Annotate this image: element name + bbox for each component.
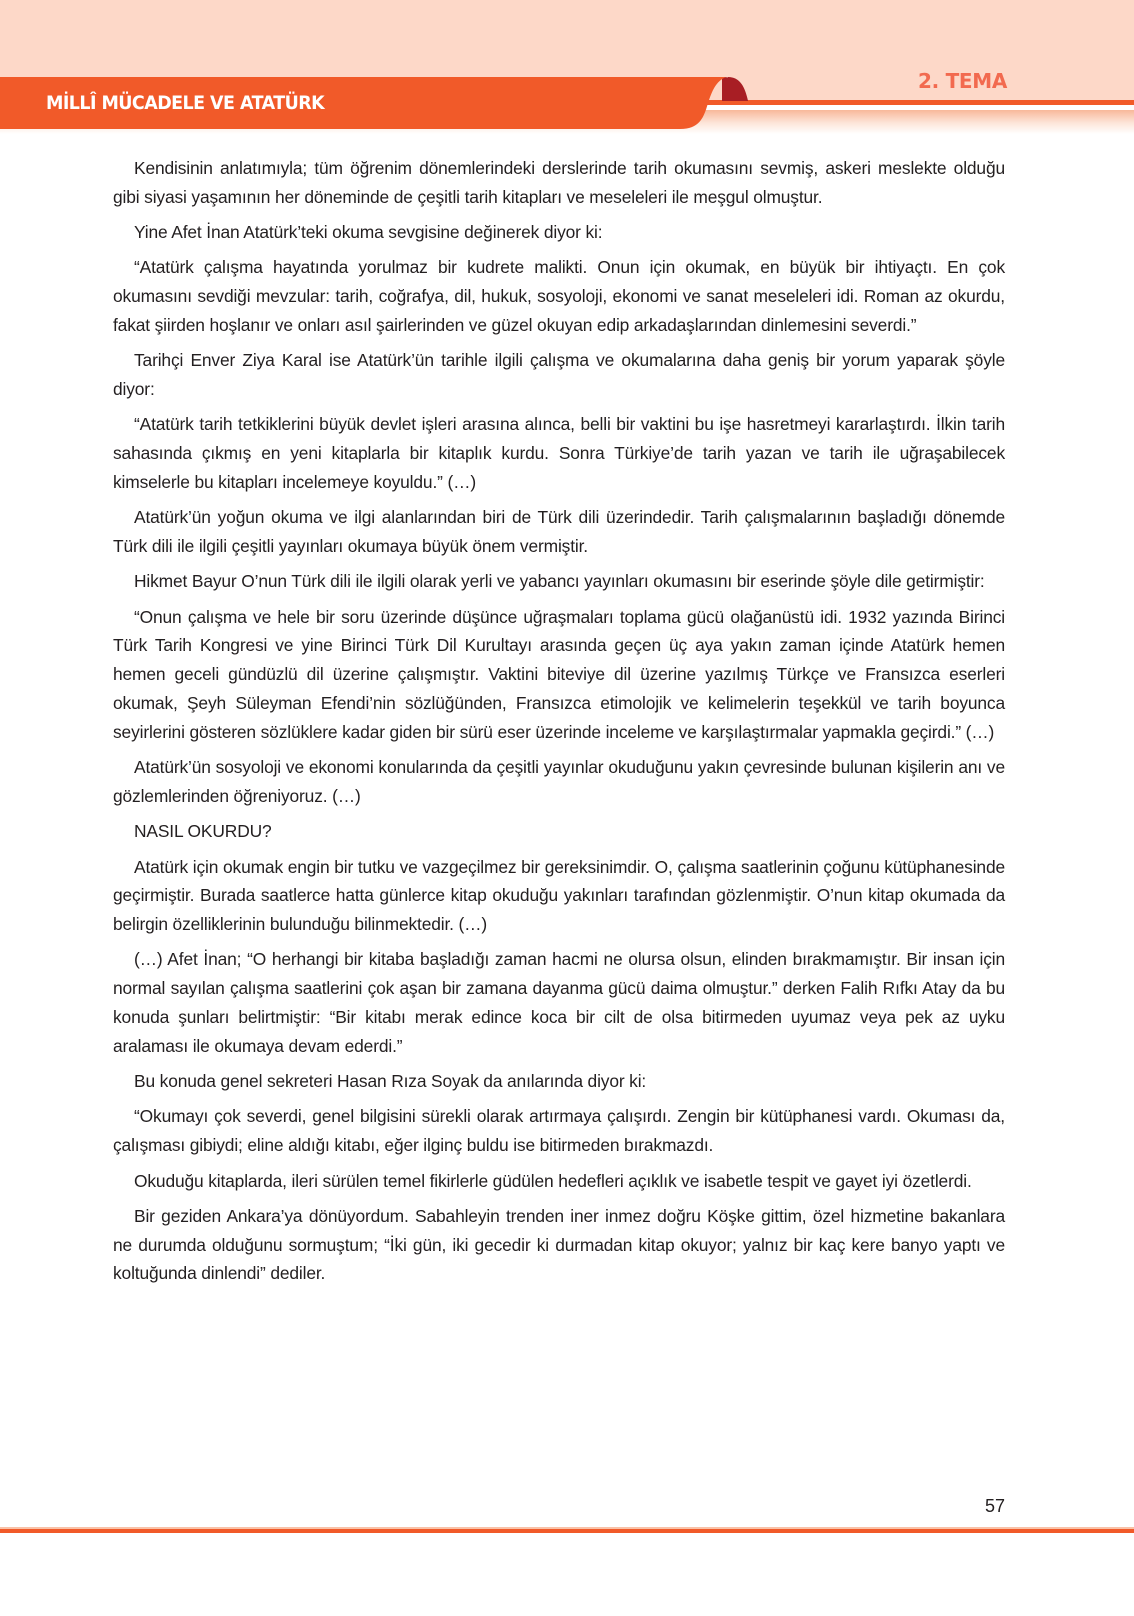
paragraph: Atatürk için okumak engin bir tutku ve vazgeçilmez bir gereksinimdir. O, çalışma saatlerinin çoğunu kütüphanesinde geçirmiştir. Burada saatlerce hatta günlerce kitap okuduğu yakınları tarafından gözlenmiştir. O’nun kitap okumada da belirgin özelliklerinin bulunduğu bilinmektedir. (…)	[113, 856, 1005, 935]
chapter-title: MİLLÎ MÜCADELE VE ATATÜRK	[46, 92, 325, 114]
quote-paragraph: “Okumayı çok severdi, genel bilgisini sürekli olarak artırmaya çalışırdı. Zengin bir kütüphanesi vardı. Okuması da, çalışması gibiydi; eline aldığı kitabı, eğer ilginç buldu ise bitirmeden bırakmazdı.	[113, 1106, 1005, 1156]
paragraph: Bu konuda genel sekreteri Hasan Rıza Soyak da anılarında diyor ki:	[134, 1071, 647, 1092]
paragraph: Yine Afet İnan Atatürk’teki okuma sevgisine değinerek diyor ki:	[134, 222, 603, 243]
paragraph: Atatürk’ün sosyoloji ve ekonomi konularında da çeşitli yayınlar okuduğunu yakın çevresinde bulunan kişilerin anı ve gözlemlerinden öğreniyoruz. (…)	[113, 757, 1005, 806]
quote-paragraph: Okuduğu kitaplarda, ileri sürülen temel fikirlerle güdülen hedefleri açıklık ve isabetle tespit ve gayet iyi özetlerdi.	[134, 1170, 972, 1191]
quote-paragraph: “Onun çalışma ve hele bir soru üzerinde düşünce uğraşmaları toplama gücü olağanüstü idi. 1932 yazında Birinci Türk Tarih Kongresi ve yine Birinci Türk Dil Kurultayı arasında geçen üç aya yakın zaman içinde Atatürk hemen hemen geceli gündüzlü dil üzerine çalışmıştır. Vaktini biteviye dil üzerine yazılmış Türkçe ve Fransızca eserleri okumak, Şeyh Süleyman Efendi’nin sözlüğünden, Fransızca etimolojik ve kelimelerin teşekkül ve tarih boyunca seyirlerini gösteren sözlüklere kadar giden bir sürü eser üzerinde inceleme ve karşılaştırmalar yapmakla geçirdi.” (…)	[113, 606, 1005, 742]
footer-rule	[0, 1529, 1134, 1533]
quote-paragraph: “Atatürk çalışma hayatında yorulmaz bir kudrete malikti. Onun için okumak, en büyük bir ihtiyaçtı. En çok okumasını sevdiği mevzular: tarih, coğrafya, dil, hukuk, sosyoloji, ekonomi ve sanat meseleleri idi. Roman az okurdu, fakat şiirden hoşlanır ve onları asıl şairlerinden ve güzel okuyan edip arkadaşlarından dinlemesini severdi.”	[113, 257, 1005, 335]
paragraph: Tarihçi Enver Ziya Karal ise Atatürk’ün tarihle ilgili çalışma ve okumalarına daha geniş bir yorum yaparak şöyle diyor:	[113, 350, 1005, 400]
paragraph: Atatürk’ün yoğun okuma ve ilgi alanlarından biri de Türk dili üzerindedir. Tarih çalışmalarının başladığı dönemde Türk dili ile ilgili çeşitli yayınları okumaya büyük önem vermiştir.	[113, 507, 1005, 557]
body-text	[113, 154, 1005, 1295]
section-heading: NASIL OKURDU?	[134, 821, 272, 842]
paragraph: (…) Afet İnan; “O herhangi bir kitaba başladığı zaman hacmi ne olursa olsun, elinden bırakmamıştır. Bir insan için normal sayılan çalışma saatlerini çok aşan bir zamana dayanma gücü daima olmuştur.” derken Falih Rıfkı Atay da bu konuda şunları belirtmiştir: “Bir kitabı merak edince koca bir cilt de olsa bitirmeden uyumaz veya pek az uyku aralaması ile okumaya devam ederdi.”	[113, 949, 1005, 1056]
quote-paragraph: “Atatürk tarih tetkiklerini büyük devlet işleri arasına alınca, belli bir vaktini bu işe hasretmeyi kararlaştırdı. İlkin tarih sahasında çıkmış en yeni kitaplarla bir kitaplık kurdu. Sonra Türkiye’de tarih yazan ve tarih ile uğraşabilecek kimselerle bu kitapları incelemeye koyuldu.” (…)	[113, 414, 1005, 492]
paragraph: Hikmet Bayur O’nun Türk dili ile ilgili olarak yerli ve yabancı yayınları okumasını bir eserinde şöyle dile getirmiştir:	[134, 571, 985, 592]
quote-paragraph: Bir geziden Ankara’ya dönüyordum. Sabahleyin trenden iner inmez doğru Köşke gittim, özel hizmetine bakanlara ne durumda olduğunu sormuştum; “İki gün, iki gecedir ki durmadan kitap okuyor; yalnız bir kaç kere banyo yaptı ve koltuğunda dinlendi” dediler.	[113, 1205, 1005, 1284]
paragraph: Kendisinin anlatımıyla; tüm öğrenim dönemlerindeki derslerinde tarih okumasını sevmiş, askeri meslekte olduğu gibi siyasi yaşamının her döneminde de çeşitli tarih kitapları ve meseleleri ile meşgul olmuştur.	[113, 158, 1005, 207]
page-number: 57	[985, 1496, 1006, 1516]
theme-label: 2. TEMA	[918, 69, 1008, 93]
